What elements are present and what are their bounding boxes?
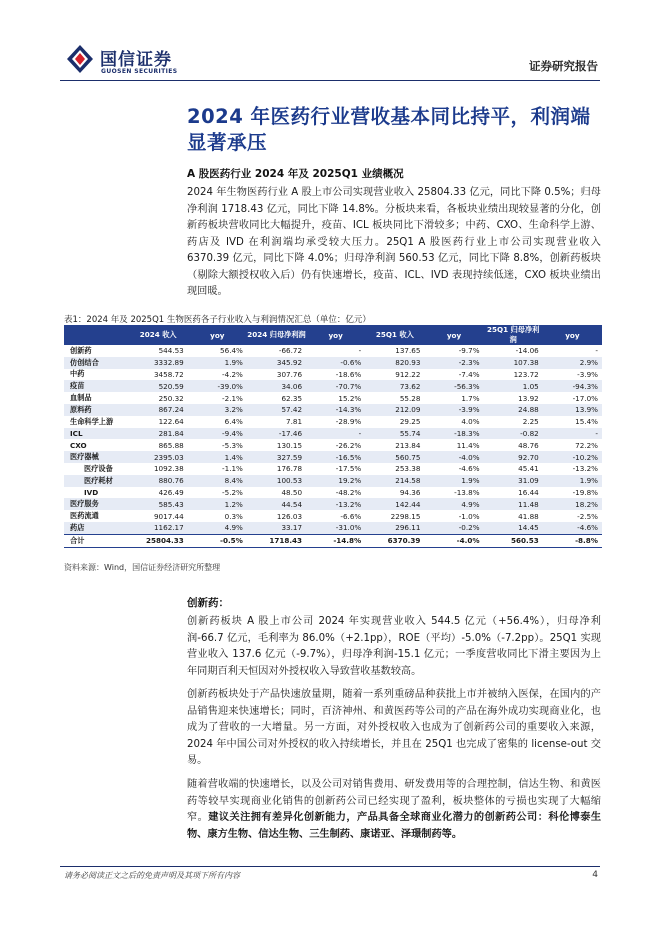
table-row — [64, 380, 602, 392]
table-cell: -3.9% — [424, 404, 483, 416]
column-header: 2024 收入 — [129, 325, 188, 345]
table-cell: -14.06 — [515, 346, 539, 356]
table-cell: 3.2% — [188, 404, 247, 416]
table-cell: 520.59 — [129, 380, 188, 392]
row-label: CXO — [70, 440, 87, 450]
table-cell: - — [358, 346, 362, 356]
table-cell: 24.88 — [484, 404, 543, 416]
table-row — [64, 392, 602, 404]
table-cell: -9.4% — [188, 428, 247, 440]
table-cell: -17.46 — [247, 428, 306, 440]
table-cell: 345.92 — [247, 357, 306, 369]
table-cell: -31.0% — [306, 522, 365, 534]
table-cell: 123.72 — [513, 369, 539, 379]
table-cell: 1.9% — [424, 475, 483, 487]
table-row — [64, 487, 602, 499]
table-cell: 1.2% — [188, 498, 247, 510]
table-total-row — [64, 534, 602, 547]
table-cell: 213.84 — [395, 440, 421, 450]
table-cell: -4.0% — [424, 451, 483, 463]
table-cell: 4.9% — [424, 498, 483, 510]
section-paragraph-1: 创新药板块 A 股上市公司 2024 年实现营业收入 544.5 亿元（+56.4%），归母净利润-66.7 亿元，毛利率为 86.0%（+2.1pp），ROE（平均）-5.0%（-7.2pp）。25Q1 实现营业收入 137.6 亿元（-9.7%），归母净利润-15.1 亿元；一季度营收同比下滑主要因为上年同期百利天恒因对外授权收入导致营收基数较高。 — [187, 616, 601, 677]
table-cell: 48.76 — [518, 440, 539, 450]
table-cell: -14.8% — [306, 534, 365, 547]
table-cell: - — [595, 346, 598, 356]
table-cell: 73.62 — [365, 380, 424, 392]
table-cell: 4.9% — [188, 522, 247, 534]
section-heading-innovative-drugs: 创新药： — [187, 597, 229, 609]
table-cell: -13.2% — [306, 498, 365, 510]
row-label: 创新药 — [70, 345, 92, 355]
section-subtitle: A 股医药行业 2024 年及 2025Q1 业绩概况 — [187, 168, 404, 180]
table-cell: 1.4% — [188, 451, 247, 463]
row-label: 原料药 — [64, 404, 129, 416]
row-label: ICL — [64, 428, 129, 440]
table-header-row — [64, 325, 602, 345]
table-row — [64, 439, 602, 451]
table-cell: -4.2% — [222, 369, 243, 379]
table-cell: -28.9% — [335, 417, 362, 427]
table-row — [64, 463, 602, 475]
investment-recommendation: 建议关注拥有差异化创新能力，产品具备全球商业化潜力的创新药公司：科伦博泰生物、康方生物、信达生物、三生制药、康诺亚、泽璟制药等。 — [187, 812, 602, 840]
page-header — [0, 0, 662, 90]
table-cell: 44.54 — [247, 498, 306, 510]
table-cell: 250.32 — [158, 393, 184, 403]
table-cell: 253.38 — [395, 464, 421, 474]
table-cell: -17.5% — [335, 464, 362, 474]
table-cell: 3458.72 — [153, 369, 184, 379]
column-header: 25Q1 收入 — [365, 325, 424, 345]
table-cell: 1718.43 — [247, 534, 306, 547]
table-cell: -9.7% — [458, 346, 480, 356]
row-label: 仿创结合 — [64, 357, 129, 369]
page-title: 2024 年医药行业营收基本同比持平，利润端显著承压 — [187, 105, 591, 154]
column-header: yoy — [543, 325, 602, 345]
table-cell: 2.25 — [522, 417, 539, 427]
table-cell: -26.2% — [335, 440, 362, 450]
row-label: 生命科学上游 — [70, 416, 114, 426]
table-cell: 14.45 — [484, 522, 543, 534]
table-cell: 307.76 — [276, 369, 303, 379]
row-label: 药店 — [64, 522, 129, 534]
table-cell: 25804.33 — [129, 534, 188, 547]
row-label: 医疗器械 — [64, 451, 129, 463]
table-cell: - — [306, 428, 365, 440]
header-divider — [60, 80, 600, 81]
table-cell: 31.09 — [484, 475, 543, 487]
table-cell: 8.4% — [188, 475, 247, 487]
intro-paragraph: 2024 年生物医药行业 A 股上市公司实现营业收入 25804.33 亿元，同比下降 0.5%；归母净利润 1718.43 亿元，同比下降 14.8%。分板块来看，各板块业绩出现较显著的分化，创新药板块营收同比大幅提升，疫苗、ICL 板块同比下滑较多；中药、CXO、生命科学上游、药店及 IVD 在利润端均承受较大压力。25Q1 A 股医药行业上市公司实现营业收入 6370.39 亿元，同比下降 4.0%；归母净利润 560.53 亿元，同比下降 8.8%，创新药板块（剔除大额授权收入后）仍有快速增长，疫苗、ICL、IVD 表现持续低迷，CXO 板块业绩出现回暖。 — [187, 187, 601, 297]
table-cell: -1.1% — [222, 464, 243, 474]
table-cell: -0.6% — [306, 357, 365, 369]
table-cell: 13.92 — [518, 393, 539, 403]
table-row — [64, 345, 602, 357]
table-cell: 544.53 — [158, 346, 184, 356]
table-cell: 2298.15 — [390, 511, 421, 521]
table-cell: 865.88 — [158, 440, 184, 450]
table-cell: -0.5% — [188, 534, 247, 547]
row-label: 血制品 — [70, 393, 92, 403]
row-label: 医疗设备 — [84, 463, 113, 473]
logo-text-cn: 国信证券 — [100, 50, 172, 70]
table-cell: 34.06 — [247, 380, 306, 392]
page-number: 4 — [592, 870, 598, 880]
table-row — [64, 404, 602, 416]
logo-text-en: GUOSEN SECURITIES — [101, 68, 178, 75]
table-cell: 212.09 — [365, 404, 424, 416]
table-cell: 11.4% — [456, 440, 480, 450]
table-cell: 92.70 — [484, 451, 543, 463]
table-cell: 560.75 — [365, 451, 424, 463]
table-cell: -0.82 — [484, 428, 543, 440]
table-cell: 0.3% — [224, 511, 243, 521]
table-cell: 13.9% — [543, 404, 602, 416]
table-cell: -14.3% — [306, 404, 365, 416]
column-header: yoy — [188, 325, 247, 345]
table-cell: 867.24 — [129, 404, 188, 416]
table-cell: -13.2% — [572, 464, 598, 474]
table-cell: -2.5% — [577, 511, 598, 521]
table-cell: - — [543, 428, 602, 440]
table-cell: 45.41 — [518, 464, 539, 474]
column-header-segment — [64, 325, 129, 345]
guosen-logo-icon — [66, 44, 94, 74]
table-cell: -17.0% — [572, 393, 598, 403]
table-cell: 55.74 — [365, 428, 424, 440]
column-header: 25Q1 归母净利润 — [484, 325, 543, 345]
section-paragraph-2: 创新药板块处于产品快速放量期，随着一系列重磅品种获批上市并被纳入医保，在国内的产品销售迎来快速增长；同时，百济神州、和黄医药等公司的产品在海外成功实现商业化，也成为了营收的一大增量。另一方面，对外授权收入也成为了创新药公司的重要收入来源，2024 年中国公司对外授权的收入持续增长，并且在 25Q1 也完成了密集的 license-out 交易。 — [187, 689, 601, 766]
table-cell: 130.15 — [276, 440, 303, 450]
table-cell: -13.8% — [454, 487, 480, 497]
table-cell: 214.58 — [365, 475, 424, 487]
table-cell: -0.2% — [424, 522, 483, 534]
table-cell: 281.84 — [129, 428, 188, 440]
table-cell: -5.3% — [222, 440, 243, 450]
table-cell: -1.0% — [458, 511, 480, 521]
table-cell: 4.0% — [461, 417, 480, 427]
table-row — [64, 357, 602, 369]
table-cell: -70.7% — [306, 380, 365, 392]
table-cell: 15.2% — [338, 393, 362, 403]
table-cell: -2.1% — [222, 393, 243, 403]
table-cell: 912.22 — [395, 369, 421, 379]
table-cell: 11.48 — [484, 498, 543, 510]
table-cell: 9017.44 — [153, 511, 184, 521]
table-cell: -48.2% — [335, 487, 362, 497]
table-cell: 880.76 — [129, 475, 188, 487]
table-cell: 327.59 — [247, 451, 306, 463]
table-cell: -6.6% — [340, 511, 362, 521]
industry-summary-table — [64, 325, 602, 548]
table-cell: 2.9% — [543, 357, 602, 369]
table-row — [64, 475, 602, 487]
table-cell: -7.4% — [458, 369, 480, 379]
column-header: yoy — [306, 325, 365, 345]
table-cell: 176.78 — [276, 464, 303, 474]
table-cell: -19.8% — [572, 487, 598, 497]
row-label: 医疗耗材 — [64, 475, 129, 487]
table-row — [64, 369, 602, 381]
table-cell: -8.8% — [543, 534, 602, 547]
table-cell: 48.50 — [281, 487, 303, 497]
table-cell: 820.93 — [365, 357, 424, 369]
table-cell: -56.3% — [424, 380, 483, 392]
table-cell: 55.28 — [399, 393, 421, 403]
table-cell: -18.6% — [335, 369, 362, 379]
table-cell: -18.3% — [424, 428, 483, 440]
table-cell: -10.2% — [543, 451, 602, 463]
table-cell: -3.9% — [577, 369, 598, 379]
table-cell: 2395.03 — [129, 451, 188, 463]
table-cell: 585.43 — [129, 498, 188, 510]
table-row — [64, 498, 602, 510]
table-row — [64, 416, 602, 428]
table-cell: 18.2% — [543, 498, 602, 510]
table-cell: 1.9% — [188, 357, 247, 369]
row-label: 医疗服务 — [64, 498, 129, 510]
table-cell: -4.6% — [458, 464, 480, 474]
table-cell: 1.7% — [461, 393, 480, 403]
table-cell: 1092.38 — [153, 464, 184, 474]
table-cell: -39.0% — [188, 380, 247, 392]
table-row — [64, 428, 602, 440]
row-label: 疫苗 — [64, 380, 129, 392]
table-cell: 560.53 — [484, 534, 543, 547]
table-cell: 29.25 — [399, 417, 421, 427]
table-cell: 100.53 — [247, 475, 306, 487]
table-cell: 33.17 — [247, 522, 306, 534]
table-cell: -4.0% — [424, 534, 483, 547]
table-cell: 126.03 — [276, 511, 303, 521]
table-cell: 15.4% — [575, 417, 598, 427]
table-cell: 3332.89 — [129, 357, 188, 369]
table-cell: 426.49 — [158, 487, 184, 497]
row-label: 合计 — [64, 534, 129, 547]
section-paragraph-3 — [187, 777, 601, 843]
table-cell: -4.6% — [543, 522, 602, 534]
row-label: IVD — [84, 487, 99, 497]
column-header: yoy — [424, 325, 483, 345]
table-row — [64, 522, 602, 534]
table-cell: 142.44 — [365, 498, 424, 510]
table-cell: 16.44 — [518, 487, 539, 497]
table-row — [64, 451, 602, 463]
report-type-label: 证券研究报告 — [529, 59, 598, 73]
table-cell: 107.38 — [484, 357, 543, 369]
table-caption: 表1：2024 年及 2025Q1 生物医药各子行业收入与利润情况汇总（单位：亿元） — [64, 315, 371, 325]
table-cell: 72.2% — [575, 440, 598, 450]
table-cell: -5.2% — [222, 487, 243, 497]
table-cell: -94.3% — [543, 380, 602, 392]
table-cell: 19.2% — [306, 475, 365, 487]
table-cell: -66.72 — [278, 346, 303, 356]
disclaimer-note: 请务必阅读正文之后的免责声明及其项下所有内容 — [64, 871, 240, 880]
table-source: 资料来源：Wind，国信证券经济研究所整理 — [64, 563, 221, 572]
table-cell: 122.64 — [158, 417, 184, 427]
table-cell: 137.65 — [395, 346, 421, 356]
table-cell: 296.11 — [365, 522, 424, 534]
table-cell: 57.42 — [247, 404, 306, 416]
table-cell: 6.4% — [224, 417, 243, 427]
table-cell: 1.05 — [484, 380, 543, 392]
table-cell: 6370.39 — [365, 534, 424, 547]
column-header: 2024 归母净利润 — [247, 325, 306, 345]
table-cell: 1162.17 — [129, 522, 188, 534]
row-label: 中药 — [70, 369, 85, 379]
table-cell: 7.81 — [286, 417, 303, 427]
table-cell: -2.3% — [424, 357, 483, 369]
row-label: 医药流通 — [70, 511, 99, 521]
table-cell: 56.4% — [220, 346, 243, 356]
table-cell: 1.9% — [543, 475, 602, 487]
table-cell: 94.36 — [399, 487, 421, 497]
table-cell: 62.35 — [281, 393, 303, 403]
footer-divider — [60, 866, 600, 867]
table-cell: -16.5% — [306, 451, 365, 463]
paragraph-3-text: 随着营收端的快速增长，以及公司对销售费用、研发费用等的合理控制，信达生物、和黄医药等较早实现商业化销售的创新药公司已经实现了盈利，板块整体的亏损也实现了大幅缩窄。 — [187, 779, 601, 823]
table-cell: 41.88 — [518, 511, 539, 521]
table-row — [64, 510, 602, 522]
